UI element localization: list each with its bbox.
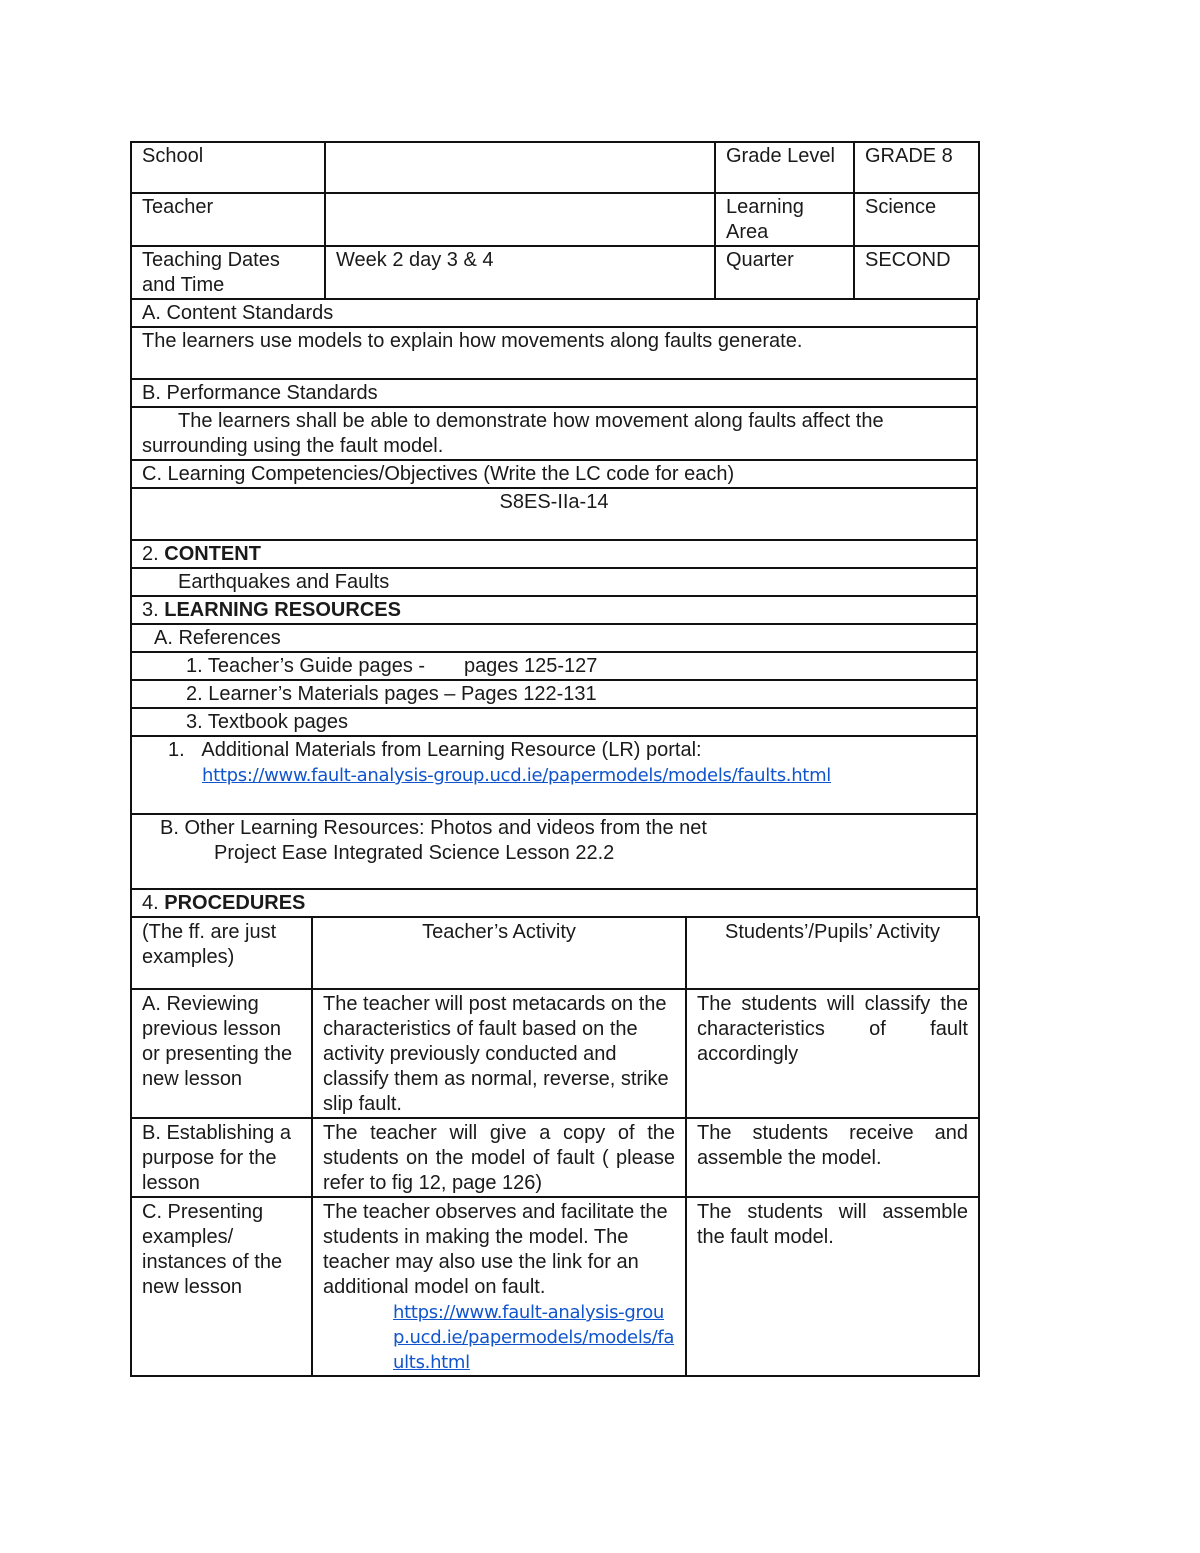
students-activity: The students receive and assemble the model. (686, 1118, 979, 1197)
content-text-row (131, 568, 977, 596)
performance-standards-heading: B. Performance Standards (131, 379, 977, 407)
procedure-step: A. Reviewing previous lesson or presenting the new lesson (131, 989, 312, 1118)
procedures-table (130, 916, 980, 1377)
learning-area-value: Science (854, 193, 979, 246)
content-standards-text: The learners use models to explain how movements along faults generate. (131, 327, 977, 379)
performance-heading-row (131, 379, 977, 407)
quarter-label: Quarter (715, 246, 854, 299)
header-table (130, 141, 980, 300)
references-heading-row (131, 624, 977, 652)
procedures-heading-row (131, 889, 977, 917)
grade-level-label: Grade Level (715, 142, 854, 193)
procedure-row-a (131, 989, 979, 1118)
procedures-col3-header: Students’/Pupils’ Activity (686, 917, 979, 989)
grade-level-value: GRADE 8 (854, 142, 979, 193)
teaching-dates-value: Week 2 day 3 & 4 (325, 246, 715, 299)
procedures-col2-header: Teacher’s Activity (312, 917, 686, 989)
procedure-step: B. Establishing a purpose for the lesson (131, 1118, 312, 1197)
teacher-activity-cell (312, 1197, 686, 1376)
procedure-step: C. Presenting examples/ instances of the new lesson (131, 1197, 312, 1376)
content-number: 2. (142, 543, 159, 565)
learning-area-label: Learning Area (715, 193, 854, 246)
content-standards-heading-text: A. Content Standards (142, 302, 334, 324)
performance-standards-text: The learners shall be able to demonstrate how movement along faults affect the surrounding using the fault model. (131, 407, 977, 460)
procedure-row-c (131, 1197, 979, 1376)
content-heading-text: CONTENT (164, 543, 261, 565)
content-standards-text-row (131, 327, 977, 379)
teacher-label: Teacher (131, 193, 325, 246)
dates-row (131, 246, 979, 299)
ref-1-row (131, 652, 977, 680)
reference-textbook: 3. Textbook pages (131, 708, 977, 736)
content-standards-heading-row (131, 299, 977, 327)
reference-learners-materials: 2. Learner’s Materials pages – Pages 122-131 (131, 680, 977, 708)
reference-teachers-guide: 1. Teacher’s Guide pages - pages 125-127 (131, 652, 977, 680)
content-heading-row (131, 540, 977, 568)
other-resources (131, 814, 977, 889)
content-standards-heading (131, 299, 977, 327)
teaching-dates-label: Teaching Dates and Time (131, 246, 325, 299)
references-heading: A. References (131, 624, 977, 652)
school-row (131, 142, 979, 193)
learning-resources-heading (131, 596, 977, 624)
procedures-header-row (131, 917, 979, 989)
school-label: School (131, 142, 325, 193)
competencies-heading-row (131, 460, 977, 488)
resources-heading-row (131, 596, 977, 624)
competencies-code-row (131, 488, 977, 540)
competencies-code: S8ES-IIa-14 (131, 488, 977, 540)
school-value (325, 142, 715, 193)
additional-text: Additional Materials from Learning Resource (LR) portal: (201, 739, 702, 761)
lr-portal-link[interactable]: https://www.fault-analysis-group.ucd.ie/papermodels/models/faults.html (202, 765, 832, 786)
fault-model-link[interactable]: https://www.fault-analysis-group.ucd.ie/papermodels/models/faults.html (393, 1302, 675, 1373)
teacher-activity: The teacher observes and facilitate the students in making the model. The teacher may also use the link for an additional model on fault. (323, 1201, 668, 1298)
performance-text-row (131, 407, 977, 460)
resources-number: 3. (142, 599, 159, 621)
content-text: Earthquakes and Faults (131, 568, 977, 596)
procedure-row-b (131, 1118, 979, 1197)
procedures-heading (131, 889, 977, 917)
teacher-value (325, 193, 715, 246)
other-resources-line1: B. Other Learning Resources: Photos and videos from the net (160, 817, 707, 839)
resources-heading-text: LEARNING RESOURCES (164, 599, 401, 621)
procedures-col1-header: (The ff. are just examples) (131, 917, 312, 989)
ref-2-row (131, 680, 977, 708)
sections-table (130, 298, 978, 918)
additional-materials (131, 736, 977, 814)
other-resources-line2: Project Ease Integrated Science Lesson 22.2 (214, 842, 615, 864)
competencies-heading: C. Learning Competencies/Objectives (Write the LC code for each) (131, 460, 977, 488)
additional-materials-row (131, 736, 977, 814)
ref-3-row (131, 708, 977, 736)
students-activity: The students will assemble the fault model. (686, 1197, 979, 1376)
teacher-activity: The teacher will give a copy of the students on the model of fault ( please refer to fig 12, page 126) (312, 1118, 686, 1197)
additional-number: 1. (168, 739, 185, 761)
students-activity: The students will classify the characteristics of fault accordingly (686, 989, 979, 1118)
procedures-heading-text: PROCEDURES (164, 892, 306, 914)
lesson-plan-page (130, 141, 978, 1377)
teacher-activity: The teacher will post metacards on the characteristics of fault based on the activity previously conducted and classify them as normal, reverse, strike slip fault. (312, 989, 686, 1118)
additional-materials-line (168, 738, 966, 763)
other-resources-row (131, 814, 977, 889)
teacher-row (131, 193, 979, 246)
content-heading (131, 540, 977, 568)
procedures-number: 4. (142, 892, 159, 914)
quarter-value: SECOND (854, 246, 979, 299)
